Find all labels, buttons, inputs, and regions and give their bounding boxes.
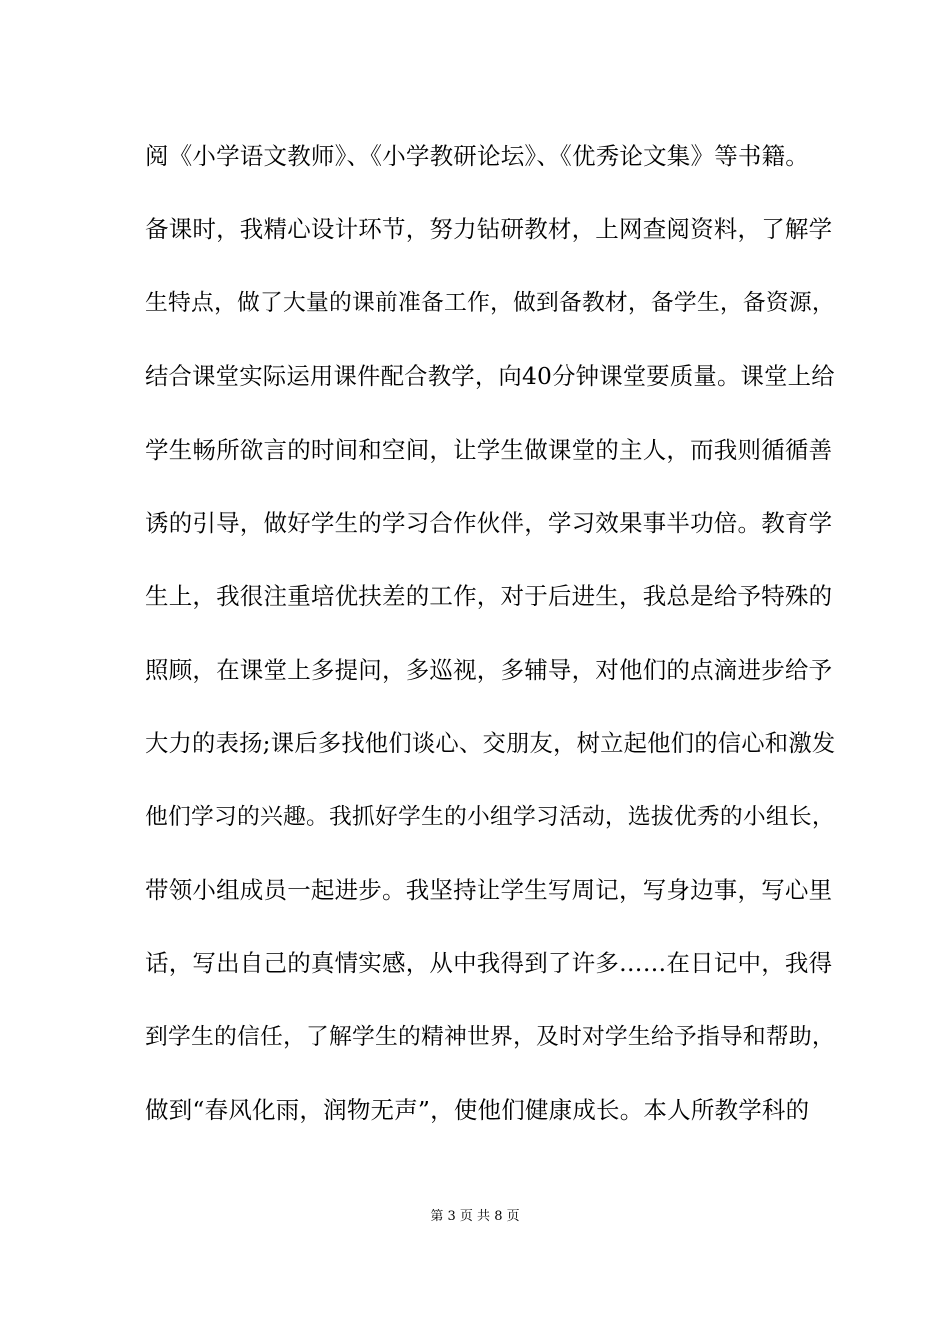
text-line: 诱的引导，做好学生的学习合作伙伴，学习效果事半功倍。教育学 [145, 508, 833, 537]
text-line: 备课时，我精心设计环节，努力钻研教材，上网查阅资料，了解学 [145, 215, 833, 244]
text-line: 做到“春风化雨，润物无声”，使他们健康成长。本人所教学科的 [145, 1096, 810, 1125]
text-line: 大力的表扬;课后多找他们谈心、交朋友，树立起他们的信心和激发 [145, 729, 836, 758]
text-line: 结合课堂实际运用课件配合教学，向40分钟课堂要质量。课堂上给 [145, 362, 835, 391]
body-text [145, 130, 835, 1157]
page-number: 第 3 页 共 8 页 [430, 1209, 520, 1224]
text-line: 照顾，在课堂上多提问，多巡视，多辅导，对他们的点滴进步给予 [145, 655, 833, 684]
text-line: 到学生的信任，了解学生的精神世界，及时对学生给予指导和帮助， [145, 1023, 835, 1050]
text-line: 学生畅所欲言的时间和空间，让学生做课堂的主人，而我则循循善 [145, 435, 833, 464]
text-line: 带领小组成员一起进步。我坚持让学生写周记，写身边事，写心里 [145, 875, 833, 904]
page-footer [0, 1207, 950, 1227]
text-line: 他们学习的兴趣。我抓好学生的小组学习活动，选拔优秀的小组长， [145, 803, 835, 830]
text-line: 话，写出自己的真情实感，从中我得到了许多……在日记中，我得 [145, 949, 833, 978]
text-line: 阅《小学语文教师》、《小学教研论坛》、《优秀论文集》等书籍。 [145, 142, 809, 170]
text-line: 生上，我很注重培优扶差的工作，对于后进生，我总是给予特殊的 [145, 582, 833, 611]
text-line: 生特点，做了大量的课前准备工作，做到备教材，备学生，备资源， [145, 289, 835, 316]
